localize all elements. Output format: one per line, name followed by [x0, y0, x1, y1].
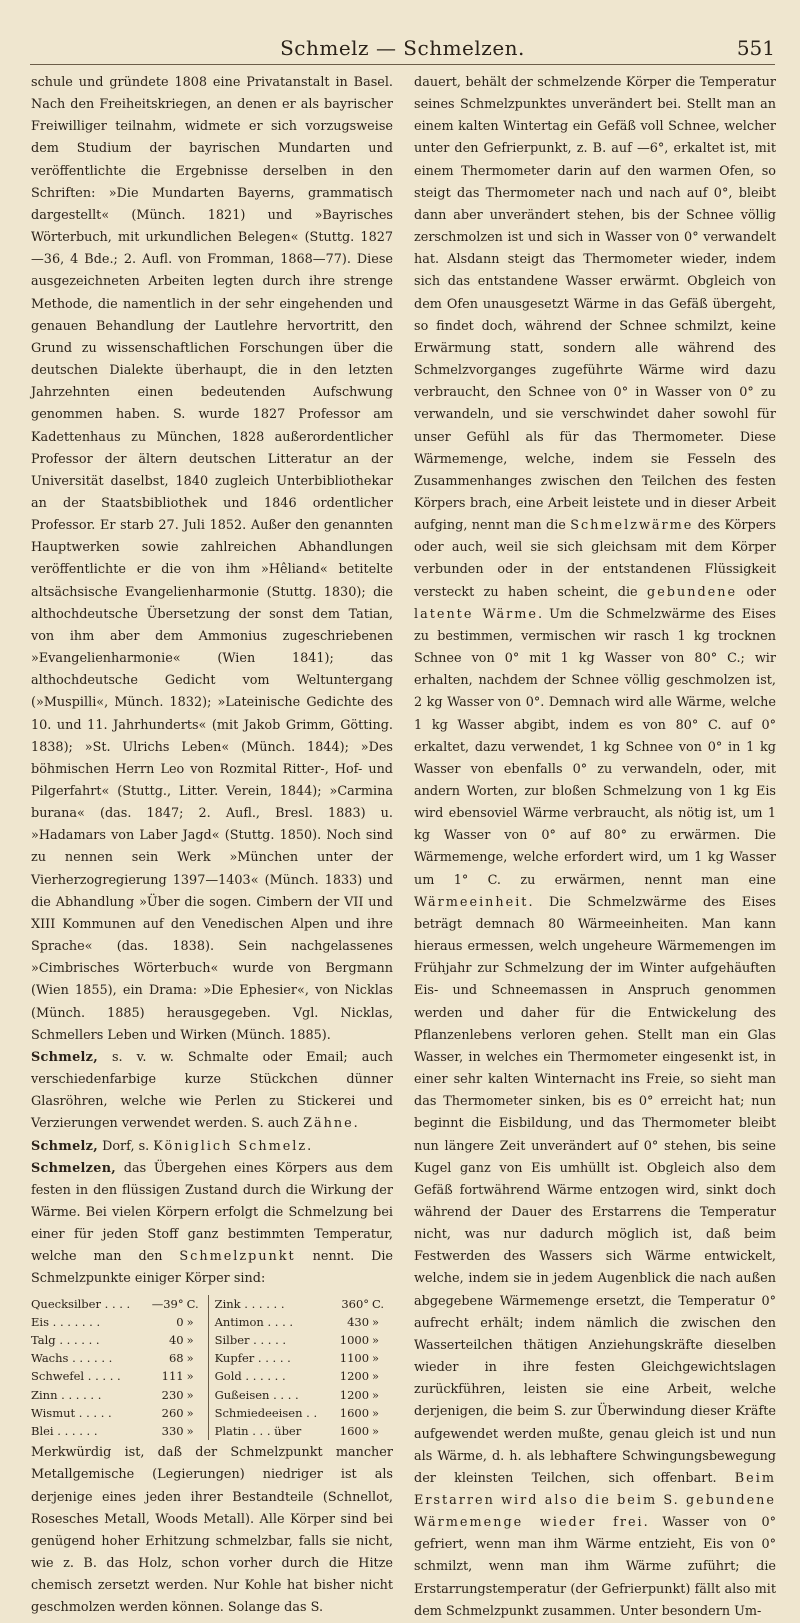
substance-name: Zinn . . . . . .: [31, 1387, 102, 1402]
melting-unit: »: [372, 1405, 380, 1420]
melting-unit: »: [186, 1351, 194, 1366]
spaced-term: Wärmeeinheit: [414, 894, 529, 910]
melting-value: 111: [161, 1369, 184, 1384]
paragraph-text: dauert, behält der schmelzende Körper die Temperatur seines Schmelzpunktes unverändert bei. Stellt man an einem kalten Wintertag ein Gefäß voll Schnee, welcher unter den Gefrierpunkt, z. B. auf —6°, erkaltet ist, mit einem Thermometer darin auf den warmen Ofen, so steigt das Thermometer nach und nach auf 0°, bleibt dann aber unverändert stehen, bis der Schnee völlig zerschmolzen ist und sich in Wasser von 0° verwandelt hat. Alsdann steigt das Thermometer wieder, indem sich das entstandene Wasser erwärmt. Obgleich von dem Ofen unausgesetzt Wärme in das Gefäß übergeht, so findet doch, während der Schnee schmilzt, keine Erwärmung statt, sondern alle während des Schmelzvorganges zugeführte Wärme wird dazu verbraucht, den Schnee von 0° in Wasser von 0° zu verwandeln, und sie verschwindet daher sowohl für unser Gefühl als für das Thermometer. Diese Wärmemenge, welche, indem sie Fesseln des Zusammenhanges zwischen den Teilchen des festen Körpers brach, eine Arbeit leistete und in dieser Arbeit aufging, nennt man die: [414, 75, 776, 534]
substance-name: Kupfer . . . . .: [208, 1349, 334, 1367]
substance-name: Eis . . . . . . .: [31, 1314, 101, 1329]
headword: Schmelz,: [31, 1049, 99, 1065]
melting-unit: »: [372, 1333, 380, 1347]
melting-value: 360°: [341, 1296, 370, 1311]
substance-name: Wachs . . . . . .: [31, 1351, 113, 1366]
entry-text: das Übergehen eines Körpers aus dem festen in den flüssigen Zustand durch die Wirkung der Wärme. Bei vielen Körpern erfolgt die Schmelzung bei einer für jeden Stoff ganz bestimmten Temperatur, welche man den: [31, 1160, 393, 1265]
melting-value: 40: [168, 1333, 184, 1347]
paragraph-text: . Um die Schmelzwärme des Eises zu bestimmen, vermischen wir rasch 1 kg trocknen Schnee von 0° mit 1 kg Wasser von 80° C.; wir erhalten, nachdem der Schnee völlig geschmolzen ist, 2 kg Wasser von 0°. Demnach wird alle Wärme, welche 1 kg Wasser abgibt, indem es von 80° C. auf 0° erkaltet, dazu verwendet, 1 kg Schnee von 0° in 1 kg Wasser von ebenfalls 0° zu verwandeln, oder, mit andern Worten, zur bloßen Schmelzung von 1 kg Eis wird ebensoviel Wärme verbraucht, als nötig ist, um 1 kg Wasser von 0° auf 80° zu erwärmen. Die Wärmemenge, welche erfordert wird, um 1 kg Wasser um 1° C. zu erwärmen, nennt man eine: [414, 606, 776, 888]
left-column: [31, 72, 393, 1619]
entry-text: s. v. w. Schmalte oder Email; auch verschiedenfarbige kurze Stückchen dünner Glasröhren, welche wie Perlen zu Stickerei und Verzierungen verwendet werden. S. auch: [31, 1049, 393, 1132]
melting-unit: C.: [372, 1296, 385, 1311]
entry-text: Dorf, s.: [98, 1138, 154, 1154]
melting-value: 1600: [339, 1405, 370, 1420]
melting-value: 260: [161, 1405, 184, 1420]
melting-unit: »: [372, 1351, 380, 1366]
paragraph-text: oder: [737, 584, 777, 600]
substance-name: Schmiedeeisen . .: [208, 1404, 334, 1422]
entry-end: .: [353, 1116, 358, 1132]
melting-value: 0: [176, 1314, 184, 1329]
melting-value: 430: [347, 1314, 370, 1329]
headword: Schmelz,: [31, 1138, 99, 1154]
spaced-term: gebundene: [647, 584, 738, 600]
paragraph-text: . Die Schmelzwärme des Eises beträgt demnach 80 Wärmeeinheiten. Man kann hieraus ermessen, welch ungeheure Wärmemengen im Frühjahr zur Schmelzung der im Winter aufgehäuften Eis- und Schneemassen in Anspruch genommen werden und daher für die Entwickelung des Pflanzenlebens verloren gehen. Stellt man ein Glas Wasser, in welches ein Thermometer eingesenkt ist, in einer sehr kalten Winternacht ins Freie, so sieht man das Thermometer sinken, bis es 0° erreicht hat; nun beginnt die Eisbildung, und das Thermometer bleibt nun längere Zeit unverändert auf 0° stehen, bis seine Kugel ganz von Eis umhüllt ist. Obgleich also dem Gefäß fortwährend Wärme entzogen wird, sinkt doch während der Dauer des Erstarrens die Temperatur nicht, was nur dadurch möglich ist, daß beim Festwerden des Wassers sich Wärme entwickelt, welche, indem sie in jedem Augenblick die nach außen abgegebene Wärmemenge ersetzt, die Temperatur 0° aufrecht erhält; indem nämlich die zwischen den Wasserteilchen thätigen Anziehungskräfte dieselben wieder in ihre festen Gleichgewichtslagen zurückführen, leisten sie eine Arbeit, welche derjenigen, die beim S. zur Überwindung dieser Kräfte aufgewendet werden mußte, genau gleich ist und nun als Wärme, d. h. als lebhaftere Schwingungsbewegung der kleinsten Teilchen, sich offenbart.: [414, 894, 776, 1486]
right-column: [414, 72, 776, 1623]
headword: Schmelzen,: [31, 1160, 117, 1176]
table-row: [31, 1422, 393, 1440]
running-title: Schmelz — Schmelzen.: [280, 36, 525, 60]
melting-value: 68: [168, 1351, 184, 1366]
spaced-term: Schmelzwärme: [570, 518, 694, 534]
melting-unit: »: [186, 1405, 194, 1420]
melting-unit: »: [186, 1387, 194, 1402]
melting-value: 230: [161, 1387, 184, 1402]
substance-name: Zink . . . . . .: [208, 1295, 334, 1313]
substance-name: Gold . . . . . .: [208, 1367, 334, 1385]
melting-value: 1600: [339, 1424, 370, 1439]
melting-unit: C.: [186, 1296, 199, 1311]
table-row: [31, 1295, 393, 1313]
melting-point-table: [31, 1295, 393, 1441]
spaced-term: Schmelzpunkt: [179, 1249, 296, 1265]
melting-value: 1000: [339, 1333, 370, 1347]
melting-value: 1200: [339, 1387, 370, 1402]
entry-schmelz-email: [31, 1047, 393, 1136]
schmelzwaerme-paragraph: [414, 72, 776, 1623]
entry-text: nennt. Die Schmelzpunkte einiger Körper sind:: [31, 1249, 393, 1287]
melting-value: —39°: [151, 1296, 184, 1311]
table-row: [31, 1386, 393, 1404]
melting-unit: »: [372, 1369, 380, 1384]
table-row: [31, 1404, 393, 1422]
spaced-term: Beim Erstarren wird also die beim S. gebundene Wärmemenge wieder frei: [414, 1470, 776, 1531]
cross-reference: Königlich Schmelz: [153, 1138, 308, 1154]
entry-schmelzen: [31, 1158, 393, 1291]
paragraph-text: des Körpers oder auch, weil sie sich gleichsam mit dem Körper verbunden oder in der entstandenen Flüssigkeit versteckt zu haben scheint, die: [414, 518, 776, 600]
substance-name: Platin . . . über: [208, 1422, 334, 1440]
substance-name: Quecksilber . . . .: [31, 1296, 131, 1311]
schmeller-continuation: schule und gründete 1808 eine Privatanstalt in Basel. Nach den Freiheitskriegen, an denen er als bayrischer Freiwilliger teilnahm, widmete er sich vorzugsweise dem Studium der bayrischen Mundarten und veröffentlichte die Ergebnisse derselben in den Schriften: »Die Mundarten Bayerns, grammatisch dargestellt« (Münch. 1821) und »Bayrisches Wörterbuch, mit urkundlichen Belegen« (Stuttg. 1827—36, 4 Bde.; 2. Aufl. von Fromman, 1868—77). Diese ausgezeichneten Arbeiten legten durch ihre strenge Methode, die namentlich in der sehr eingehenden und genauen Behandlung der Lautlehre hervortritt, den Grund zu wissenschaftlichen Forschungen über die deutschen Dialekte überhaupt, die in den letzten Jahrzehnten einen bedeutenden Aufschwung genommen haben. S. wurde 1827 Professor am Kadettenhaus zu München, 1828 außerordentlicher Professor der ältern deutschen Litteratur an der Universität daselbst, 1840 zugleich Unterbibliothekar an der Staatsbibliothek und 1846 ordentlicher Professor. Er starb 27. Juli 1852. Außer den genannten Hauptwerken sowie zahlreichen Abhandlungen veröffentlichte er die von ihm »Hêliand« betitelte altsächsische Evangelienharmonie (Stuttg. 1830); die althochdeutsche Übersetzung der sonst dem Tatian, von ihm aber dem Ammonius zugeschriebenen »Evangelienharmonie« (Wien 1841); das althochdeutsche Gedicht vom Weltuntergang (»Muspilli«, Münch. 1832); »Lateinische Gedichte des 10. und 11. Jahrhunderts« (mit Jakob Grimm, Götting. 1838); »St. Ulrichs Leben« (Münch. 1844); »Des böhmischen Herrn Leo von Rozmital Ritter-, Hof- und Pilgerfahrt« (Stuttg., Litter. Verein, 1844); »Carmina burana« (das. 1847; 2. Aufl., Bresl. 1883) u. »Hadamars von Laber Jagd« (Stuttg. 1850). Noch sind zu nennen sein Werk »München unter der Vierherzogregierung 1397—1403« (Münch. 1833) und die Abhandlung »Über die sogen. Cimbern der VII und XIII Kommunen auf den Venedischen Alpen und ihre Sprache« (das. 1838). Sein nachgelassenes »Cimbrisches Wörterbuch« wurde von Bergmann (Wien 1855), ein Drama: »Die Ephesier«, von Nicklas (Münch. 1885) herausgegeben. Vgl. Nicklas, Schmellers Leben und Wirken (Münch. 1885).: [31, 75, 393, 1043]
entry-end: .: [307, 1138, 312, 1154]
spaced-term: latente Wärme: [414, 606, 538, 622]
melting-value: 330: [161, 1424, 184, 1439]
substance-name: Talg . . . . . .: [31, 1333, 100, 1347]
table-row: [31, 1349, 393, 1367]
substance-name: Gußeisen . . . .: [208, 1386, 334, 1404]
substance-name: Schwefel . . . . .: [31, 1369, 121, 1384]
melting-unit: »: [186, 1314, 194, 1329]
entry-schmelz-dorf: [31, 1136, 393, 1158]
melting-value: 1200: [339, 1369, 370, 1384]
table-row: [31, 1331, 393, 1349]
melting-unit: »: [372, 1424, 380, 1439]
paragraph-text: . Wasser von 0° gefriert, wenn man ihm Wärme entzieht, Eis von 0° schmilzt, wenn man ihm Wärme zuführt; die Erstarrungstemperatur (der Gefrierpunkt) fällt also mit dem Schmelzpunkt zusammen. Unter besondern Um-: [414, 1515, 776, 1619]
melting-unit: »: [186, 1369, 194, 1384]
melting-unit: »: [372, 1387, 380, 1402]
table-row: [31, 1313, 393, 1331]
melting-value: 1100: [339, 1351, 370, 1366]
page-number: 551: [736, 36, 775, 60]
legierungen-paragraph: Merkwürdig ist, daß der Schmelzpunkt mancher Metallgemische (Legierungen) niedriger ist als derjenige eines jeden ihrer Bestandteile (Schnellot, Rosesches Metall, Woods Metall). Alle Körper sind bei genügend hoher Erhitzung schmelzbar, falls sie nicht, wie z. B. das Holz, schon vorher durch die Hitze chemisch zersetzt werden. Nur Kohle hat bisher nicht geschmolzen werden können. Solange das S.: [31, 1445, 393, 1616]
substance-name: Wismut . . . . .: [31, 1405, 112, 1420]
table-row: [31, 1367, 393, 1385]
substance-name: Blei . . . . . .: [31, 1424, 98, 1439]
substance-name: Silber . . . . .: [208, 1331, 334, 1349]
melting-unit: »: [186, 1424, 194, 1439]
cross-reference: Zähne: [303, 1116, 354, 1132]
running-header: [30, 34, 775, 65]
substance-name: Antimon . . . .: [208, 1313, 334, 1331]
melting-unit: »: [186, 1333, 194, 1347]
melting-unit: »: [372, 1314, 380, 1329]
